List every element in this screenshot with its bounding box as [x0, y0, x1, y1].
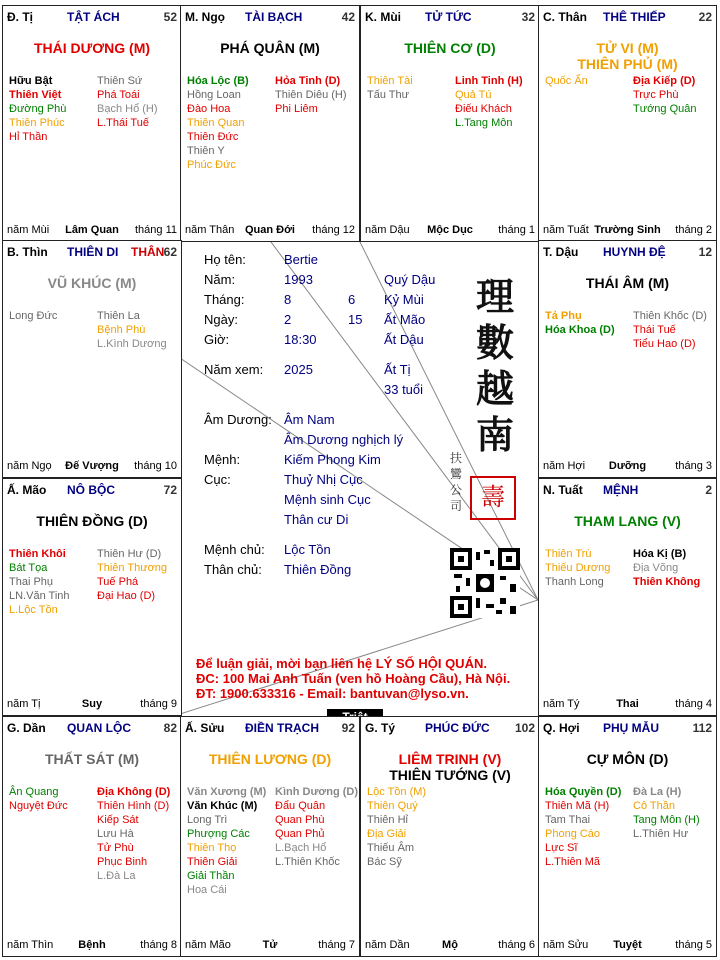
palace-name: QUAN LỘC [67, 721, 131, 735]
minor-stars-left [187, 785, 266, 897]
thanchu-label: Thân chủ: [204, 562, 262, 577]
palace-name: TỬ TỨC [425, 10, 472, 24]
life-stage: Dưỡng [608, 460, 647, 472]
minor-star: Nguyệt Đức [9, 800, 68, 812]
minor-star: Tiểu Hao (D) [633, 338, 696, 350]
major-star: THAM LANG (V) [574, 513, 681, 529]
life-stage: Tử [262, 939, 278, 951]
minor-star: Thái Tuế [633, 324, 676, 336]
thanchu-value: Thiên Đồng [284, 562, 352, 577]
major-star: THIÊN CƠ (D) [404, 40, 496, 56]
minor-star: Thiên Khốc (D) [633, 310, 707, 322]
palace-branch: C. Thân [543, 10, 587, 24]
minor-star: Thiên Mã (H) [545, 800, 610, 812]
minor-star: Trực Phù [633, 89, 679, 101]
palace-ti [2, 5, 182, 242]
major-star: THIÊN TƯỚNG (V) [389, 767, 511, 783]
minor-star: Tả Phụ [545, 310, 582, 322]
minor-star: Thiên Hư (D) [97, 548, 162, 560]
view-can: Ất Tị [384, 362, 411, 377]
minor-star: Tử Phù [97, 842, 134, 854]
life-stage: Bệnh [78, 939, 106, 951]
palace-branch: T. Dậu [543, 245, 579, 259]
major-stars [539, 751, 716, 767]
palace-thin [2, 240, 182, 478]
cuc-label: Cục: [204, 472, 231, 487]
minor-stars-right [633, 547, 700, 589]
minor-stars-left [9, 309, 57, 323]
minor-star: Đại Hao (D) [97, 590, 156, 602]
major-star: THÁI DƯƠNG (M) [33, 40, 151, 56]
minor-star: Hóa Lộc (B) [187, 75, 249, 87]
minor-star: Phượng Các [187, 828, 250, 840]
minor-star: Lộc Tồn (M) [367, 786, 427, 798]
minor-star: Thiên Phúc [9, 117, 65, 129]
menhchu-value: Lộc Tồn [284, 542, 331, 557]
year-marker: năm Dậu [365, 224, 410, 236]
minor-stars-right [97, 785, 170, 883]
qr-code [450, 548, 520, 618]
minor-stars-right [97, 309, 167, 351]
minor-star: Địa Kiếp (D) [633, 75, 696, 87]
palace-branch: G. Dần [7, 721, 46, 735]
year-marker: năm Thìn [7, 939, 54, 951]
palace-branch: Ấ. Mão [7, 483, 47, 497]
minor-stars-left [9, 785, 68, 813]
hour-can: Ất Dậu [384, 332, 424, 347]
month-marker: tháng 9 [140, 698, 177, 710]
minor-star: Địa Giải [367, 828, 407, 840]
year-marker: năm Tuất [543, 224, 589, 236]
major-star: THẤT SÁT (M) [44, 751, 140, 767]
month-marker: tháng 12 [312, 224, 355, 236]
minor-star: Phục Binh [97, 856, 148, 868]
minor-star: L.Thiên Mã [545, 856, 601, 868]
minor-star: Tang Môn (H) [633, 814, 700, 826]
hour-value: 18:30 [284, 332, 317, 347]
day-label: Ngày: [204, 312, 238, 327]
minor-star: Thiên Đức [187, 131, 239, 143]
amduong-label: Âm Dương: [204, 412, 272, 427]
minor-star: Đẩu Quân [275, 800, 326, 812]
seal-text: 扶 鸞 公 司 [450, 451, 463, 513]
major-star: CỰ MÔN (D) [586, 751, 669, 767]
palace-age: 112 [692, 721, 712, 735]
minor-star: Thiên Quan [187, 117, 245, 129]
minor-star: Bác Sỹ [367, 856, 402, 868]
minor-stars-right [455, 74, 523, 130]
year-solar: 1993 [284, 272, 313, 287]
minor-star: Quốc Ấn [545, 75, 588, 87]
life-stage: Mộ [442, 939, 458, 951]
palace-name: HUYNH ĐỆ [603, 245, 666, 259]
minor-star: Linh Tinh (H) [455, 75, 523, 87]
major-stars [3, 513, 181, 529]
palace-dan [2, 716, 182, 957]
minor-star: Thanh Long [545, 576, 604, 588]
year-lunar: Quý Dậu [384, 272, 436, 287]
month-marker: tháng 10 [134, 460, 177, 472]
minor-stars-left [545, 785, 621, 869]
major-star: VŨ KHÚC (M) [47, 275, 137, 291]
minor-star: Lưu Hà [97, 828, 134, 840]
month-solar: 8 [284, 292, 292, 307]
year-marker: năm Mùi [7, 224, 50, 236]
palace-age: 52 [163, 10, 177, 24]
palace-age: 72 [163, 483, 177, 497]
minor-star: Lực Sĩ [545, 842, 578, 854]
palace-suu [180, 716, 360, 957]
year-marker: năm Tý [543, 698, 580, 710]
palace-age: 12 [698, 245, 712, 259]
age-value: 33 tuổi [384, 382, 424, 397]
major-stars [539, 40, 716, 72]
palace-age: 92 [341, 721, 355, 735]
palace-than [538, 5, 717, 242]
minor-star: L.Tang Môn [455, 117, 513, 129]
palace-branch: Ấ. Sửu [185, 721, 225, 735]
palace-branch: N. Tuất [543, 483, 583, 497]
minor-star: Hóa Kị (B) [633, 548, 687, 560]
year-marker: năm Dần [365, 939, 410, 951]
palace-dau [538, 240, 717, 478]
year-marker: năm Sửu [543, 939, 589, 951]
contact-line-1: Để luận giải, mời bạn liên hệ LÝ SỐ HỘI QUÁN. [196, 656, 487, 671]
palace-age: 22 [698, 10, 712, 24]
minor-star: Bát Tọa [9, 562, 48, 574]
minor-star: Kiếp Sát [97, 814, 139, 826]
minor-star: Đường Phù [9, 103, 67, 115]
minor-stars-left [545, 74, 588, 88]
minor-star: Thiên Quý [367, 800, 418, 812]
month-marker: tháng 11 [134, 224, 177, 236]
life-stage: Quan Đới [245, 224, 295, 236]
contact-line-2: ĐC: 100 Mai Anh Tuấn (ven hồ Hoàng Cầu), Hà Nội. [196, 671, 511, 686]
name-label: Họ tên: [204, 252, 246, 267]
minor-star: Hồng Loan [187, 89, 241, 101]
year-marker: năm Mão [185, 939, 231, 951]
calligraphy: 理數越南 [475, 274, 514, 457]
minor-star: Hoa Cái [187, 884, 227, 896]
minor-stars-left [187, 74, 249, 172]
major-star: TỬ VI (M) [596, 40, 659, 56]
palace-branch: G. Tý [365, 721, 396, 735]
cuc-relation: Mệnh sinh Cục [284, 492, 371, 507]
minor-stars-left [545, 547, 610, 589]
minor-star: L.Lộc Tồn [9, 604, 58, 616]
month-lunar: 6 [348, 292, 356, 307]
palace-branch: Q. Hợi [543, 721, 580, 735]
minor-star: Tam Thai [545, 814, 591, 826]
major-stars [3, 40, 181, 56]
month-marker: tháng 8 [140, 939, 177, 951]
minor-star: Thiên Thương [97, 562, 168, 574]
year-marker: năm Thân [185, 224, 235, 236]
day-solar: 2 [284, 312, 292, 327]
palace-mui [360, 5, 540, 242]
minor-stars-right [633, 785, 700, 841]
center-info-panel [180, 238, 538, 714]
minor-stars-left [545, 309, 615, 337]
palace-name: PHÚC ĐỨC [425, 721, 490, 735]
palace-branch: Đ. Tị [7, 10, 33, 24]
palace-name: MỆNH [603, 483, 639, 497]
life-stage: Suy [81, 698, 103, 710]
month-can: Kỷ Mùi [384, 292, 424, 307]
minor-star: Kình Dương (D) [275, 786, 358, 798]
minor-star: Văn Xương (M) [187, 786, 267, 798]
palace-age: 32 [521, 10, 535, 24]
major-star: THIÊN ĐỒNG (D) [36, 513, 148, 529]
minor-star: Hóa Khoa (D) [545, 324, 615, 336]
minor-star: L.Kình Dương [97, 338, 167, 350]
minor-stars-left [367, 785, 426, 869]
palace-ty [360, 716, 540, 957]
major-stars [181, 40, 359, 56]
minor-star: Thiếu Âm [367, 842, 415, 854]
palace-mao [2, 478, 182, 716]
minor-stars-right [275, 785, 358, 869]
palace-hoi [538, 716, 717, 957]
palace-name: TÀI BẠCH [245, 10, 303, 24]
life-stage: Đế Vượng [65, 460, 119, 472]
minor-star: Thiên Giải [187, 856, 238, 868]
minor-star: Văn Khúc (M) [187, 800, 258, 812]
minor-stars-right [633, 309, 707, 351]
major-star: THÁI ÂM (M) [585, 275, 670, 291]
minor-star: Ân Quang [9, 786, 59, 798]
palace-branch: M. Ngọ [185, 10, 225, 24]
palace-branch: K. Mùi [365, 10, 401, 24]
major-stars [361, 40, 539, 56]
minor-star: Tướng Quân [633, 103, 697, 115]
contact-line-3: ĐT: 1900.633316 - Email: bantuvan@lyso.vn. [196, 686, 469, 701]
minor-star: Long Đức [9, 310, 58, 322]
month-marker: tháng 3 [675, 460, 712, 472]
minor-star: Tuế Phá [97, 576, 139, 588]
palace-age: 2 [705, 483, 712, 497]
minor-star: Thiên Y [187, 145, 225, 157]
minor-star: Tấu Thư [367, 89, 410, 101]
palace-age: 82 [163, 721, 177, 735]
minor-star: Thiên Trù [545, 548, 592, 560]
major-stars [361, 751, 539, 783]
amduong-value: Âm Nam [284, 412, 335, 427]
major-star: THIÊN PHỦ (M) [577, 56, 678, 72]
major-stars [3, 275, 181, 291]
minor-star: Giải Thần [187, 870, 235, 882]
minor-star: Hỏa Tinh (D) [275, 75, 341, 87]
minor-star: Thiên Khôi [9, 548, 66, 560]
year-marker: năm Tị [7, 698, 41, 710]
minor-star: Long Trì [187, 814, 228, 826]
minor-star: L.Thiên Hư [633, 828, 689, 840]
month-marker: tháng 2 [675, 224, 712, 236]
than-position: Thân cư Di [284, 512, 349, 527]
minor-star: Quả Tú [455, 89, 492, 101]
minor-star: Phong Cáo [545, 828, 601, 840]
major-star: PHÁ QUÂN (M) [220, 40, 320, 56]
life-stage: Tuyệt [613, 939, 642, 951]
minor-stars-left [9, 547, 70, 617]
minor-star: Phi Liêm [275, 103, 318, 115]
year-label: Năm: [204, 272, 236, 287]
life-stage: Lâm Quan [65, 224, 119, 236]
minor-star: Thiên Tài [367, 75, 413, 87]
major-stars [3, 751, 181, 767]
minor-stars-right [97, 547, 167, 603]
menhchu-label: Mệnh chủ: [204, 542, 265, 557]
palace-name: ĐIỀN TRẠCH [245, 721, 319, 735]
hour-label: Giờ: [204, 332, 230, 347]
body-marker: THÂN [131, 245, 165, 259]
minor-star: Thiên Hỉ [367, 814, 408, 826]
month-label: Tháng: [204, 292, 245, 307]
minor-star: LN.Văn Tinh [9, 590, 70, 602]
palace-branch: B. Thìn [7, 245, 48, 259]
minor-star: Địa Không (D) [97, 786, 171, 798]
minor-star: Phá Toái [97, 89, 140, 101]
palace-name: THÊ THIẾP [603, 10, 666, 24]
palace-age: 62 [163, 245, 177, 259]
minor-star: Thiên Sứ [97, 75, 143, 87]
major-star: THIÊN LƯƠNG (D) [208, 751, 332, 767]
month-marker: tháng 5 [675, 939, 712, 951]
minor-star: Địa Võng [633, 562, 679, 574]
minor-star: Đào Hoa [187, 103, 231, 115]
cuc-value: Thuỷ Nhị Cục [284, 472, 363, 487]
minor-star: Quan Phủ [275, 828, 325, 840]
minor-stars-right [97, 74, 158, 130]
minor-star: Quan Phù [275, 814, 325, 826]
minor-star: Hỉ Thần [9, 131, 48, 143]
life-stage: Mộc Dục [427, 224, 473, 236]
minor-star: Phúc Đức [187, 159, 236, 171]
minor-star: Thiên Không [633, 576, 701, 588]
minor-star: L.Thiên Khốc [275, 856, 340, 868]
minor-star: Hữu Bật [9, 75, 53, 87]
palace-name: TẬT ÁCH [67, 10, 120, 24]
minor-stars-right [275, 74, 347, 116]
minor-stars-left [367, 74, 413, 102]
minor-star: Bệnh Phù [97, 324, 146, 336]
palace-tuat [538, 478, 717, 716]
minor-star: Thiên Thọ [187, 842, 237, 854]
month-marker: tháng 1 [498, 224, 535, 236]
year-marker: năm Ngọ [7, 460, 52, 472]
month-marker: tháng 7 [318, 939, 355, 951]
palace-name: THIÊN DI [67, 245, 119, 259]
major-stars [539, 513, 716, 529]
name-value: Bertie [284, 252, 318, 267]
minor-star: Điếu Khách [455, 103, 512, 115]
minor-star: Thai Phụ [9, 576, 54, 588]
red-seal-stamp: 壽 [470, 476, 516, 520]
palace-name: NÔ BỘC [67, 483, 115, 497]
minor-star: L.Thái Tuế [97, 117, 149, 129]
minor-star: Cô Thần [633, 800, 675, 812]
palace-ngo [180, 5, 360, 242]
month-marker: tháng 6 [498, 939, 535, 951]
minor-star: Đà La (H) [633, 786, 682, 798]
minor-star: Thiên Diêu (H) [275, 89, 347, 101]
major-stars [539, 275, 716, 291]
major-star: LIÊM TRINH (V) [398, 751, 502, 767]
palace-age: 42 [341, 10, 355, 24]
major-stars [181, 751, 359, 767]
minor-star: L.Đà La [97, 870, 136, 882]
day-lunar: 15 [348, 312, 363, 327]
amduong-relation: Âm Dương nghịch lý [284, 432, 404, 447]
menh-label: Mệnh: [204, 452, 241, 467]
minor-star: Thiên Hình (D) [97, 800, 170, 812]
minor-star: L.Bạch Hổ [275, 842, 327, 854]
life-stage: Trường Sinh [594, 224, 661, 236]
palace-name: PHỤ MẪU [603, 721, 659, 735]
view-year-label: Năm xem: [204, 362, 264, 377]
palace-age: 102 [514, 721, 535, 735]
year-marker: năm Hợi [543, 460, 586, 472]
minor-star: Thiên La [97, 310, 140, 322]
minor-star: Hóa Quyền (D) [545, 786, 622, 798]
day-can: Ất Mão [384, 312, 426, 327]
minor-stars-left [9, 74, 66, 144]
month-marker: tháng 4 [675, 698, 712, 710]
menh-value: Kiếm Phong Kim [284, 452, 381, 467]
minor-star: Thiếu Dương [545, 562, 611, 574]
life-stage: Thai [616, 698, 639, 710]
minor-stars-right [633, 74, 697, 116]
view-year: 2025 [284, 362, 313, 377]
minor-star: Thiên Việt [9, 89, 62, 101]
minor-star: Bạch Hổ (H) [97, 103, 158, 115]
